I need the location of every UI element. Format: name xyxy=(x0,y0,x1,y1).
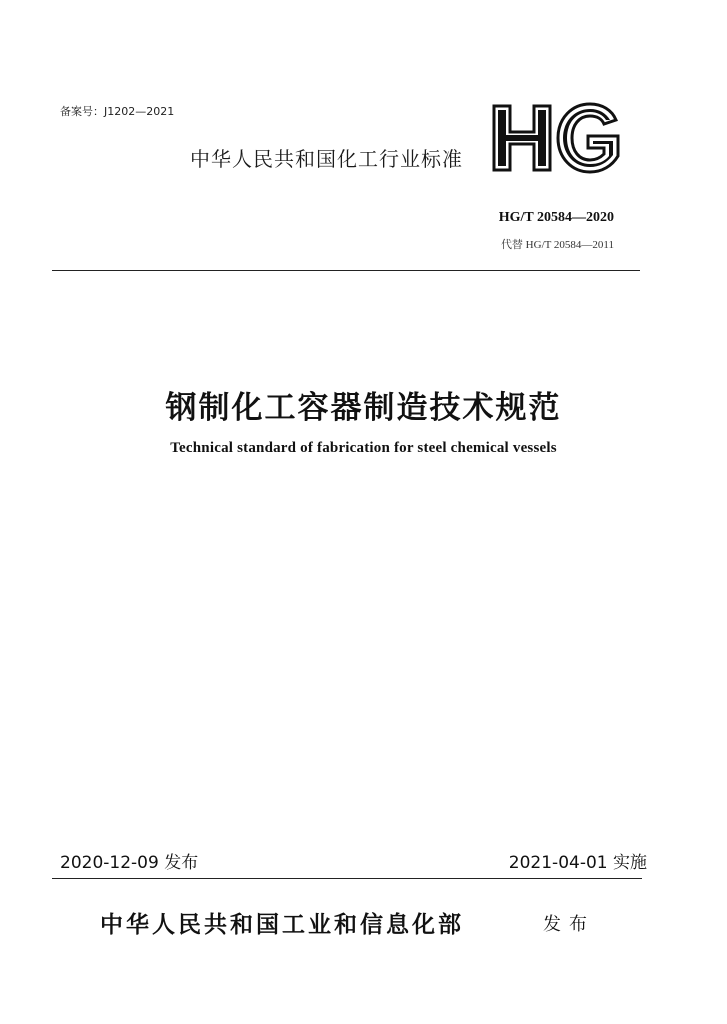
header-divider xyxy=(52,270,640,271)
footer-divider xyxy=(52,878,642,879)
document-title-english: Technical standard of fabrication for steel chemical vessels xyxy=(170,440,557,456)
issue-date: 2020-12-09 发布 xyxy=(60,853,199,873)
issue-label: 发布 xyxy=(543,914,595,935)
hg-logo xyxy=(490,98,628,178)
implementation-date: 2021-04-01 实施 xyxy=(508,853,647,873)
document-title-chinese: 钢制化工容器制造技术规范 xyxy=(165,390,562,426)
replaces-standard: 代替 HG/T 20584—2011 xyxy=(500,239,614,251)
issuing-authority: 中华人民共和国工业和信息化部 xyxy=(100,912,464,938)
standard-type-heading: 中华人民共和国化工行业标准 xyxy=(190,147,463,171)
standard-number: HG/T 20584—2020 xyxy=(498,210,614,225)
record-number: 备案号：J1202—2021 xyxy=(60,105,175,118)
